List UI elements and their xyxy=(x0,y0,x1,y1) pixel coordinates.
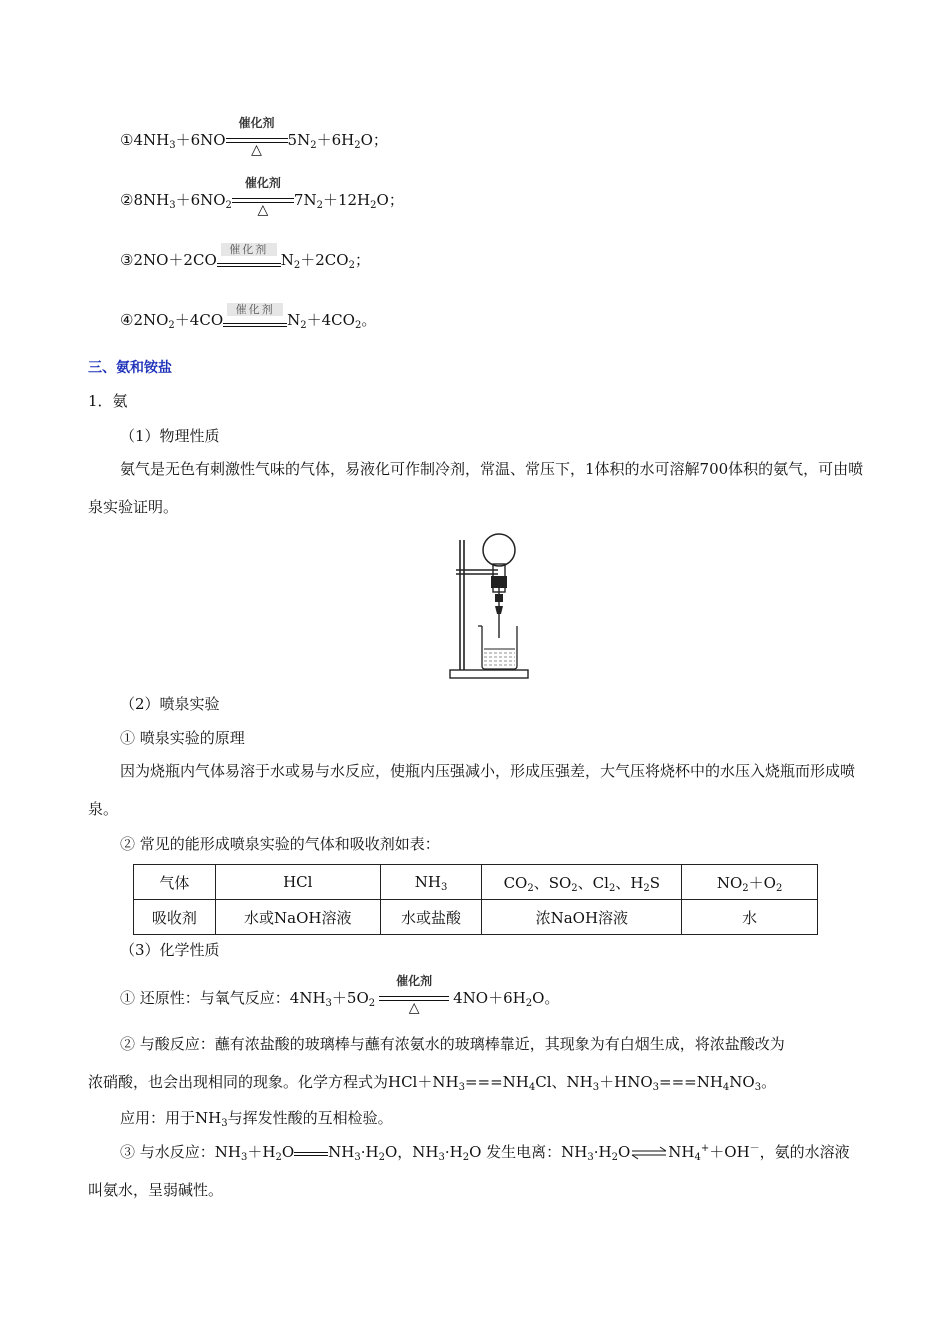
reversible-arrow-icon xyxy=(630,1143,668,1163)
phys-text: 氨气是无色有刺激性气味的气体，易液化可作制冷剂，常温、常压下，1体积的水可溶解700体积的氨气，可由喷泉实验证明。 xyxy=(88,460,864,516)
gas-absorbent-table xyxy=(133,864,818,935)
table-row xyxy=(134,900,818,935)
water-line-2: 叫氨水，呈弱碱性。 xyxy=(88,1181,224,1199)
reaction-condition: 催化剂 △ xyxy=(379,989,449,1009)
table-cell: $NO_2+O_2$ xyxy=(682,865,818,900)
table-cell: 吸收剂 xyxy=(134,900,216,935)
acid-line-1: ② 与酸反应：蘸有浓盐酸的玻璃棒与蘸有浓氨水的玻璃棒靠近，其现象为有白烟生成，将浓盐酸改为 xyxy=(120,1035,785,1053)
equation-1: $①4NH_3+6NO$ 催化剂 △ $5N_2+6H_2O$； xyxy=(120,116,388,158)
table-cell: $NH_3$ xyxy=(380,865,482,900)
table-cell: 浓NaOH溶液 xyxy=(482,900,682,935)
principle-text: 因为烧瓶内气体易溶于水或易与水反应，使瓶内压强减小，形成压强差，大气压将烧杯中的水压入烧瓶而形成喷泉。 xyxy=(88,762,856,818)
table-intro: ② 常见的能形成喷泉实验的气体和吸收剂如表： xyxy=(120,835,440,853)
water-line-1: ③ 与水反应：$NH_3+H_2O$ $NH_3\cdot H_2O$，$NH_3\cdot H_2O$ 发生电离：$NH_3\cdot H_2O$ $NH_4^++OH^-$，氨的水溶液 xyxy=(120,1143,850,1163)
equation-2: $②8NH_3+6NO_2$ 催化剂 △ $7N_2+12H_2O$； xyxy=(120,176,404,218)
reaction-condition: 催化剂 △ xyxy=(232,191,294,211)
section-title: 三、氨和铵盐 xyxy=(88,360,172,376)
table-cell: 水 xyxy=(682,900,818,935)
application-line: 应用：用于$NH_3$与挥发性酸的互相检验。 xyxy=(120,1109,393,1129)
equation-3: ③2NO＋2CO 催化剂 $N_2+2CO_2$； xyxy=(120,243,370,271)
principle-title: ① 喷泉实验的原理 xyxy=(120,729,245,747)
chem-title: （3）化学性质 xyxy=(120,941,220,959)
reduction-equation: ① 还原性：与氧气反应：$4NH_3+5O_2$ 催化剂 △ $4NO+6H_2O$。 xyxy=(120,974,560,1016)
equals-sign xyxy=(294,1143,328,1163)
table-cell: 气体 xyxy=(134,865,216,900)
fountain-apparatus-illustration xyxy=(448,532,532,680)
equation-4: $④2NO_2+4CO$ 催化剂 $N_2+4CO_2$。 xyxy=(120,303,377,331)
fountain-title: （2）喷泉实验 xyxy=(120,695,220,713)
phys-title: （1）物理性质 xyxy=(120,427,220,445)
table-cell: 水或NaOH溶液 xyxy=(215,900,380,935)
table-cell: $CO_2$、$SO_2$、$Cl_2$、$H_2S$ xyxy=(482,865,682,900)
reaction-condition: 催化剂 xyxy=(217,251,281,271)
acid-line-2: 浓硝酸，也会出现相同的现象。化学方程式为$HCl+NH_3===NH_4Cl$、$NH_3+HNO_3===NH_4NO_3$。 xyxy=(88,1073,777,1093)
reaction-condition: 催化剂 xyxy=(223,311,287,331)
table-cell: HCl xyxy=(215,865,380,900)
table-cell: 水或盐酸 xyxy=(380,900,482,935)
reaction-condition: 催化剂 △ xyxy=(226,131,288,151)
sub-title: 1．氨 xyxy=(88,392,128,410)
table-row xyxy=(134,865,818,900)
